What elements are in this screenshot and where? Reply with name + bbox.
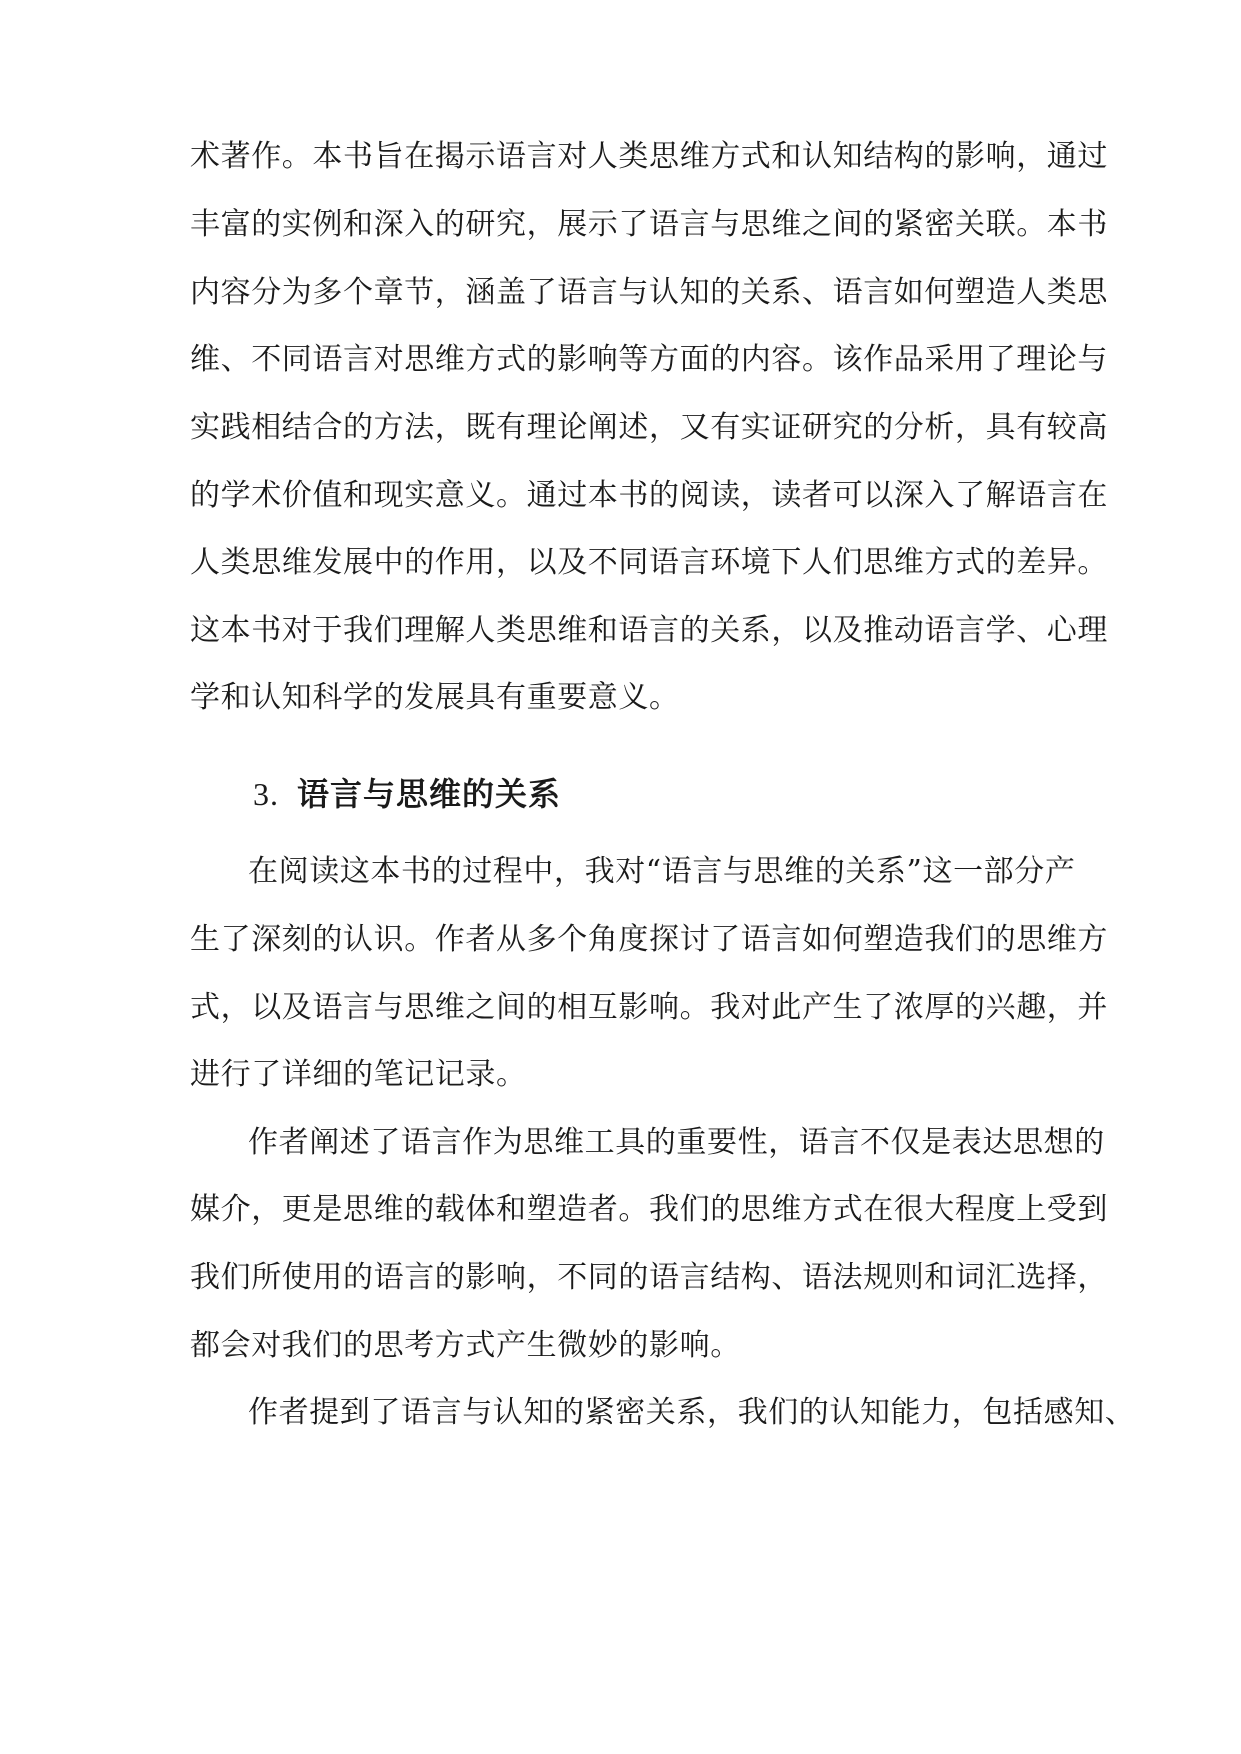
section-number: 3.: [253, 776, 279, 812]
paragraph-line: 人类思维发展中的作用，以及不同语言环境下人们思维方式的差异。: [190, 545, 1108, 580]
paragraph-line: 内容分为多个章节，涵盖了语言与认知的关系、语言如何塑造人类思: [190, 275, 1108, 310]
paragraph-line: 这本书对于我们理解人类思维和语言的关系，以及推动语言学、心理: [190, 613, 1108, 648]
section-title: 语言与思维的关系: [297, 775, 562, 813]
paragraph-line: 式，以及语言与思维之间的相互影响。我对此产生了浓厚的兴趣，并: [190, 990, 1108, 1025]
paragraph-line: 术著作。本书旨在揭示语言对人类思维方式和认知结构的影响，通过: [190, 139, 1108, 174]
paragraph-line: 作者阐述了语言作为思维工具的重要性，语言不仅是表达思想的: [248, 1125, 1105, 1160]
paragraph-line: 实践相结合的方法，既有理论阐述，又有实证研究的分析，具有较高: [190, 410, 1108, 445]
paragraph-line: 丰富的实例和深入的研究，展示了语言与思维之间的紧密关联。本书: [190, 207, 1108, 242]
section-heading: [253, 772, 561, 816]
paragraph-line: 学和认知科学的发展具有重要意义。: [190, 680, 680, 715]
paragraph-line: 作者提到了语言与认知的紧密关系，我们的认知能力，包括感知、: [248, 1395, 1136, 1430]
paragraph-line: 都会对我们的思考方式产生微妙的影响。: [190, 1328, 741, 1363]
paragraph-line: 维、不同语言对思维方式的影响等方面的内容。该作品采用了理论与: [190, 342, 1108, 377]
paragraph-line: 生了深刻的认识。作者从多个角度探讨了语言如何塑造我们的思维方: [190, 922, 1108, 957]
paragraph-line: 我们所使用的语言的影响，不同的语言结构、语法规则和词汇选择，: [190, 1260, 1108, 1295]
paragraph-line: 的学术价值和现实意义。通过本书的阅读，读者可以深入了解语言在: [190, 478, 1108, 513]
paragraph-line: 媒介，更是思维的载体和塑造者。我们的思维方式在很大程度上受到: [190, 1192, 1108, 1227]
paragraph-line: 进行了详细的笔记记录。: [190, 1057, 527, 1092]
paragraph-line: 在阅读这本书的过程中，我对“语言与思维的关系”这一部分产: [248, 854, 1076, 889]
